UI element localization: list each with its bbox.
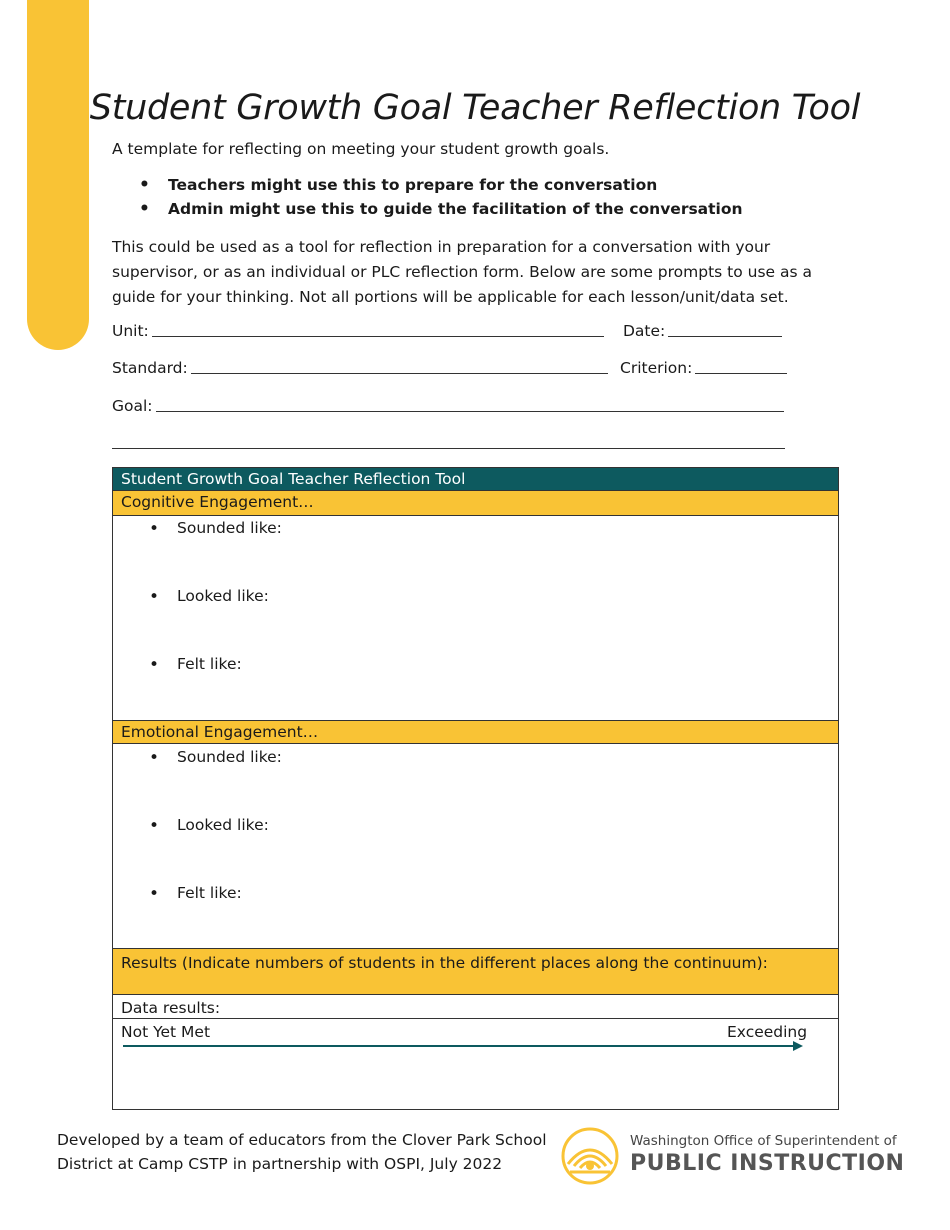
cognitive-sounded-like[interactable]: • Sounded like: [177, 519, 282, 537]
goal-line-continued[interactable] [112, 448, 785, 449]
data-results-label: Data results: [121, 999, 221, 1017]
list-item: • Teachers might use this to prepare for the conversation [112, 173, 743, 197]
audience-list [112, 173, 743, 221]
continuum-end-label: Exceeding [727, 1023, 808, 1041]
goal-label: Goal: [112, 397, 153, 415]
cognitive-engagement-header: Cognitive Engagement… [113, 491, 838, 516]
date-label: Date: [623, 322, 666, 340]
ospi-logo-icon [560, 1126, 620, 1186]
org-name-line1: Washington Office of Superintendent of [630, 1133, 897, 1149]
results-header: Results (Indicate numbers of students in the different places along the continuum): [113, 948, 838, 995]
reflection-table [112, 467, 839, 1110]
goal-field[interactable] [112, 397, 784, 415]
cognitive-looked-like[interactable]: • Looked like: [177, 587, 269, 605]
date-field[interactable] [623, 322, 782, 340]
standard-line[interactable] [191, 372, 608, 374]
emotional-looked-like[interactable]: • Looked like: [177, 816, 269, 834]
criterion-line[interactable] [695, 372, 787, 374]
unit-line[interactable] [152, 335, 604, 337]
standard-label: Standard: [112, 359, 188, 377]
intro-paragraph: This could be used as a tool for reflection in preparation for a conversation with your supervisor, or as an individual or PLC reflection form. Below are some prompts to use as a guide for your thinking. Not all portions will be applicable for each lesson/unit/data set. [112, 238, 813, 306]
subtitle: A template for reflecting on meeting your student growth goals. [112, 140, 610, 158]
criterion-label: Criterion: [620, 359, 693, 377]
list-item: • Admin might use this to guide the facilitation of the conversation [112, 197, 743, 221]
goal-line[interactable] [156, 410, 784, 412]
table-header: Student Growth Goal Teacher Reflection Tool [113, 468, 838, 491]
cognitive-felt-like[interactable]: • Felt like: [177, 655, 242, 673]
decorative-tab [27, 0, 89, 350]
page-title: Student Growth Goal Teacher Reflection Tool [89, 88, 861, 128]
continuum-arrow [121, 1040, 807, 1052]
date-line[interactable] [668, 335, 782, 337]
footer-credit: Developed by a team of educators from the Clover Park School District at Camp CSTP in partnership with OSPI, July 2022 [57, 1131, 547, 1173]
unit-label: Unit: [112, 322, 149, 340]
org-name-line2: PUBLIC INSTRUCTION [630, 1151, 905, 1176]
criterion-field[interactable] [620, 359, 787, 377]
standard-field[interactable] [112, 359, 608, 377]
emotional-engagement-header: Emotional Engagement… [113, 720, 838, 744]
divider [113, 1018, 838, 1019]
emotional-felt-like[interactable]: • Felt like: [177, 884, 242, 902]
emotional-sounded-like[interactable]: • Sounded like: [177, 748, 282, 766]
continuum-start-label: Not Yet Met [121, 1023, 211, 1041]
unit-field[interactable] [112, 322, 604, 340]
